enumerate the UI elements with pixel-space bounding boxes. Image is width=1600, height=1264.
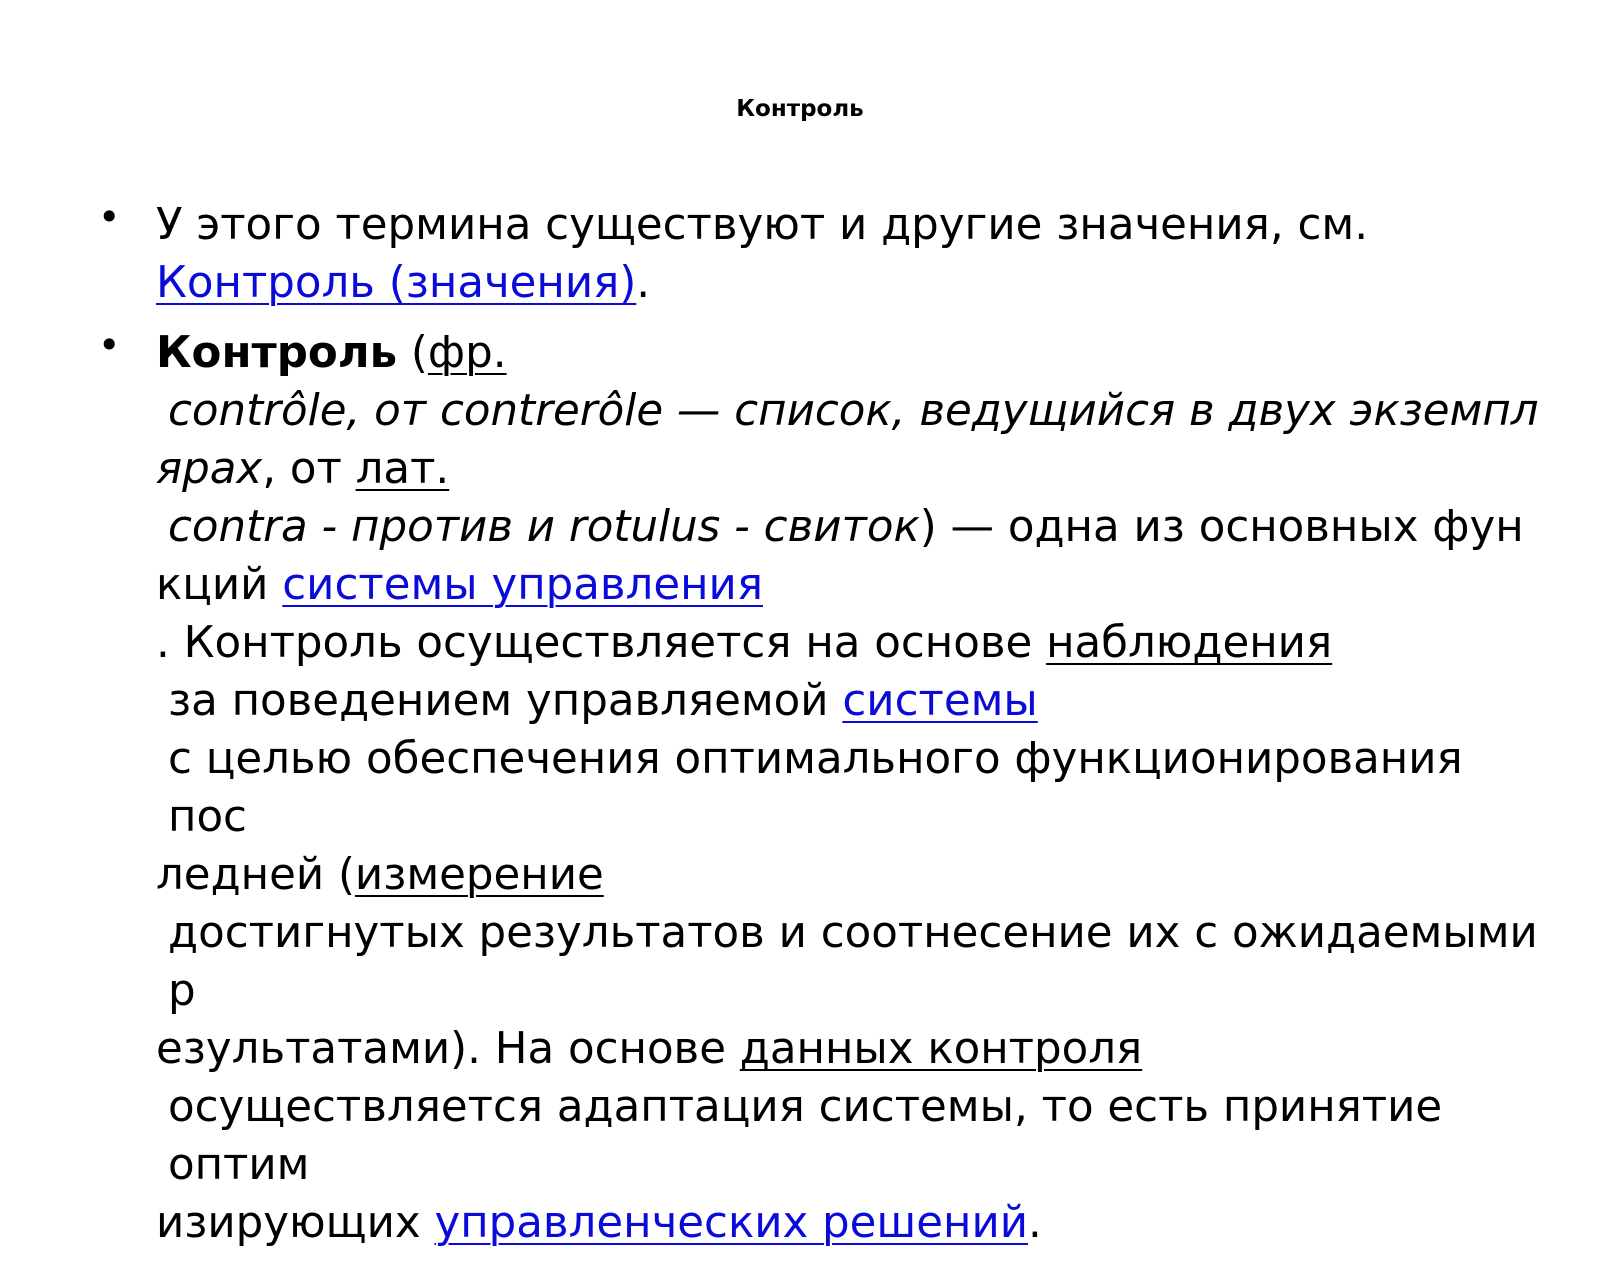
bullet-list [98,195,1546,1264]
bullet-item-2 [98,323,1546,1252]
text-kciy: кций [156,560,283,610]
term: Контроль [156,328,398,378]
bullet-2-end: . [1028,1198,1042,1248]
bullet-2-line9 [156,846,1546,904]
bullet-2-line11 [156,1020,1546,1078]
bullet-2-line3 [156,440,1546,498]
bullet-2-line4 [156,498,1546,556]
etymology-contra: contra - против и rotulus - свиток [168,502,920,552]
open-paren: ( [397,328,428,378]
link-dannyh-kontrolya[interactable]: данных контроля [739,1024,1143,1074]
link-izmerenie[interactable]: измерение [354,850,604,900]
link-kontrol-znacheniya[interactable]: Контроль (значения) [156,258,637,308]
definition-start: ) — одна из основных фун [919,502,1524,552]
link-sistemy-upravleniya[interactable]: системы управления [282,560,763,610]
bullet-2-line8: с целью обеспечения оптимального функционирования пос [168,734,1463,842]
etymology-yarah: ярах [156,444,263,494]
text-povedeniem: за поведением управляемой [168,676,843,726]
bullet-1-text: У этого термина существуют и другие значения, см. [156,200,1369,250]
bullet-icon: • [98,323,121,367]
bullet-item-1 [98,195,1546,312]
text-posledney: ледней ( [156,850,355,900]
link-upravlencheskih-resheniy[interactable]: управленческих решений [434,1198,1028,1248]
link-nablyudeniya[interactable]: наблюдения [1046,618,1333,668]
bullet-2-line1 [156,324,1546,382]
link-lat[interactable]: лат. [355,444,450,494]
bullet-2-line10: достигнутых результатов и соотнесение их с ожидаемыми р [168,908,1538,1016]
bullet-icon: • [98,195,121,239]
link-sistemy[interactable]: системы [842,676,1038,726]
bullet-2-line13 [156,1194,1546,1252]
bullet-1-end: . [636,258,651,308]
bullet-1-line2 [156,254,1546,312]
text-osushchestvlyaetsya: . Контроль осуществляется на основе [156,618,1047,668]
etymology-line1: contrôle, от contrerôle — список, ведущийся в двух экземпл [168,386,1539,436]
bullet-2-line12: осуществляется адаптация системы, то есть принятие оптим [168,1082,1443,1190]
text-rezultatami: езультатами). На основе [156,1024,740,1074]
bullet-2-line6 [156,614,1546,672]
slide-title: Контроль [736,96,864,122]
etymology-ot: , от [262,444,356,494]
text-optimiziruyushchih: изирующих [156,1198,435,1248]
link-fr[interactable]: фр. [427,328,507,378]
bullet-2-line5 [156,556,1546,614]
bullet-2-line7 [156,672,1546,730]
